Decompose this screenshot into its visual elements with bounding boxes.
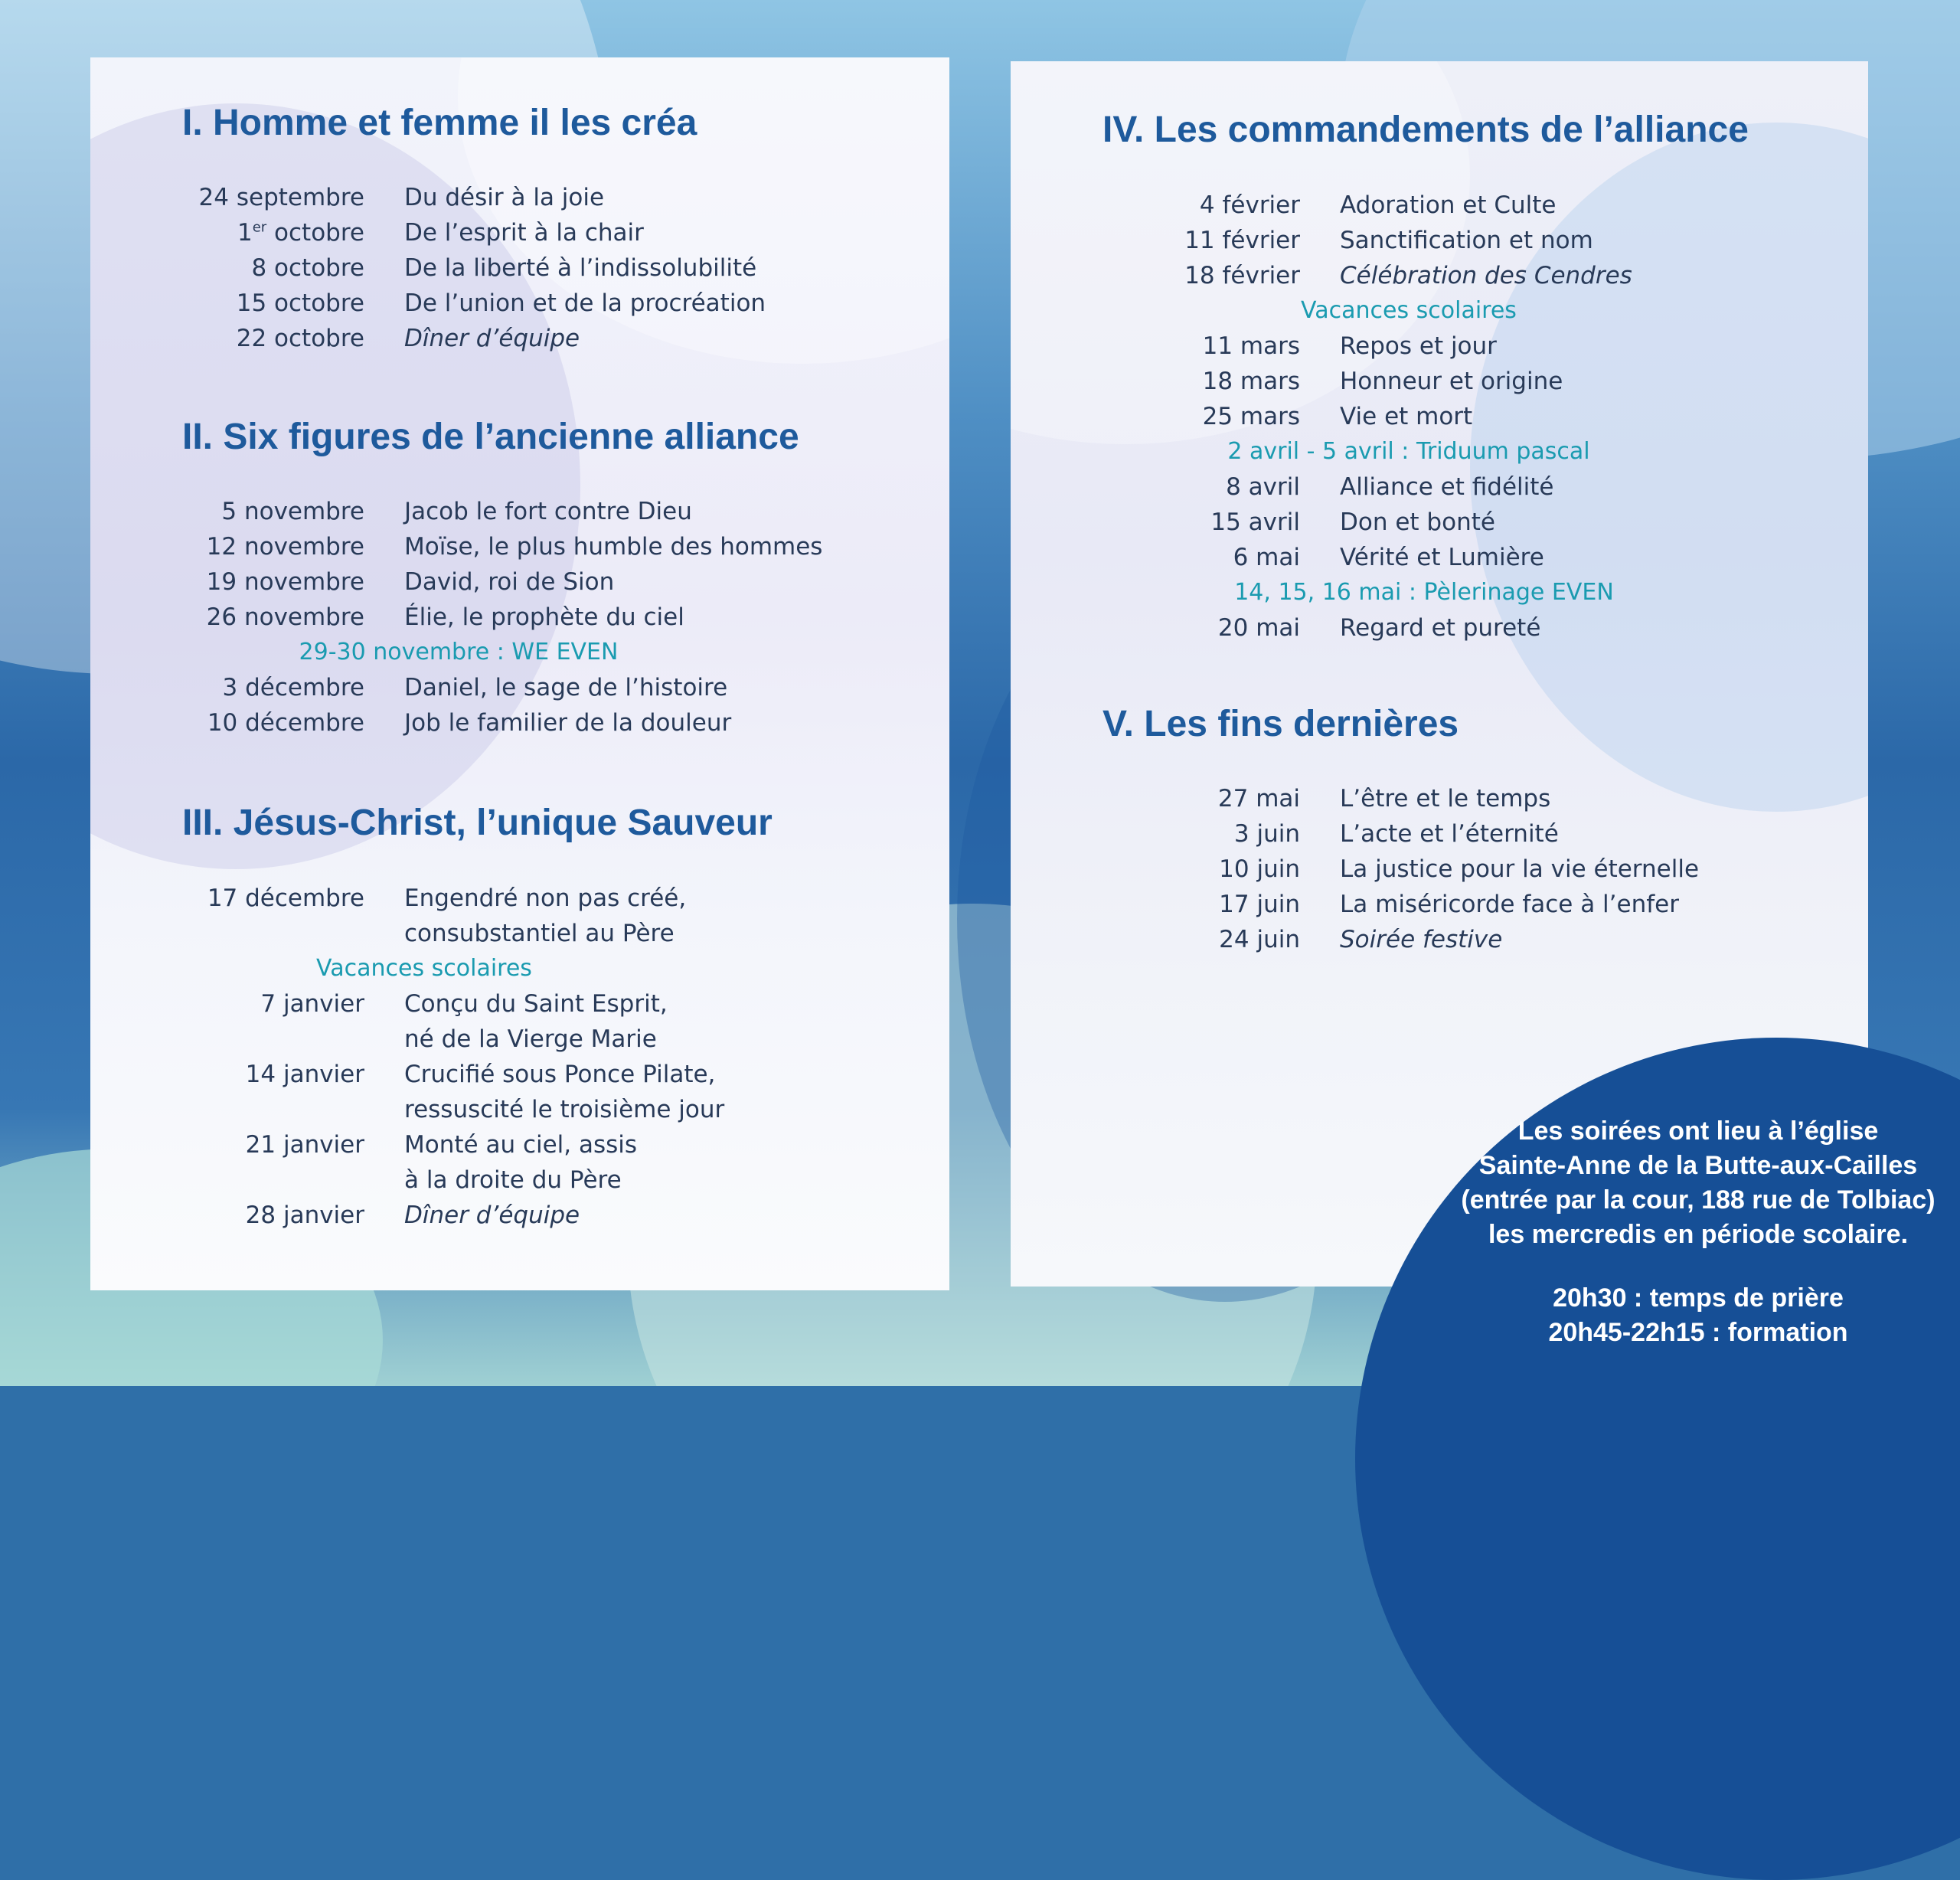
date: 20 mai (1217, 614, 1300, 642)
topic: Job le familier de la douleur (404, 709, 732, 737)
schedule-note: 14, 15, 16 mai : Pèlerinage EVEN (1234, 579, 1614, 606)
schedule-note: Vacances scolaires (1301, 297, 1517, 324)
venue-line: Les soirées ont lieu à l’église (1517, 1117, 1879, 1146)
date: 8 octobre (251, 254, 364, 282)
time-line: 20h45-22h15 : formation (1548, 1318, 1848, 1347)
schedule-row (90, 705, 949, 741)
date: 15 avril (1210, 508, 1300, 536)
date: 3 décembre (222, 674, 364, 701)
time-line: 20h30 : temps de prière (1553, 1283, 1844, 1313)
date: 28 janvier (245, 1202, 364, 1229)
venue-line: Sainte-Anne de la Butte-aux-Cailles (1478, 1151, 1918, 1180)
date-day: 1 (237, 219, 253, 247)
topic: Élie, le prophète du ciel (404, 603, 684, 631)
date: 18 mars (1202, 368, 1300, 395)
date: 21 janvier (245, 1131, 364, 1159)
schedule-row (90, 494, 949, 529)
spacer (1430, 1252, 1960, 1281)
section-title: I. Homme et femme il les créa (182, 103, 697, 143)
topic: Célébration des Cendres (1340, 262, 1632, 289)
topic: Moïse, le plus humble des hommes (404, 533, 823, 561)
date: 14 janvier (245, 1061, 364, 1088)
topic: Sanctification et nom (1340, 227, 1593, 254)
schedule-row (90, 881, 949, 951)
schedule-row (1011, 188, 1868, 223)
topic: Vie et mort (1340, 403, 1473, 430)
topic: Alliance et fidélité (1340, 473, 1554, 501)
schedule-row (90, 1127, 949, 1198)
topic: L’acte et l’éternité (1340, 820, 1559, 848)
schedule-section-3 (90, 881, 949, 1233)
schedule-row (90, 215, 949, 250)
topic: Regard et pureté (1340, 614, 1541, 642)
section-title: III. Jésus-Christ, l’unique Sauveur (182, 803, 773, 843)
date: 5 novembre (221, 498, 364, 525)
topic: Adoration et Culte (1340, 191, 1557, 219)
schedule-row (1011, 329, 1868, 364)
schedule-section-4 (1011, 188, 1868, 646)
venue-line: les mercredis en période scolaire. (1488, 1220, 1909, 1249)
schedule-row (1011, 922, 1868, 957)
date-ordinal: er (252, 219, 267, 236)
schedule-row (90, 670, 949, 705)
topic: De l’esprit à la chair (404, 219, 644, 247)
section-title: V. Les fins dernières (1102, 704, 1459, 744)
date: 6 mai (1233, 544, 1300, 571)
schedule-section-1 (90, 180, 949, 356)
schedule-row (1011, 887, 1868, 922)
topic: Repos et jour (1340, 332, 1497, 360)
topic: David, roi de Sion (404, 568, 615, 596)
topic: Honneur et origine (1340, 368, 1563, 395)
date: 26 novembre (206, 603, 364, 631)
schedule-row (90, 180, 949, 215)
schedule-row (1011, 223, 1868, 258)
section-title: IV. Les commandements de l’alliance (1102, 110, 1749, 150)
topic: L’être et le temps (1340, 785, 1551, 812)
topic: Daniel, le sage de l’histoire (404, 674, 728, 701)
topic: Vérité et Lumière (1340, 544, 1544, 571)
date: 18 février (1184, 262, 1300, 289)
topic: Engendré non pas créé, consubstantiel au Père (404, 884, 687, 947)
topic: De l’union et de la procréation (404, 289, 766, 317)
date: 24 septembre (198, 184, 364, 211)
schedule-row (90, 1057, 949, 1127)
date-month: octobre (266, 219, 364, 247)
date (90, 215, 404, 250)
date: 15 octobre (236, 289, 364, 317)
schedule-row (1011, 399, 1868, 434)
topic: La justice pour la vie éternelle (1340, 855, 1700, 883)
schedule-row (90, 1198, 949, 1233)
schedule-row (1011, 258, 1868, 293)
date: 22 octobre (236, 325, 364, 352)
topic: Conçu du Saint Esprit, né de la Vierge Marie (404, 990, 668, 1053)
schedule-row (90, 321, 949, 356)
date: 25 mars (1202, 403, 1300, 430)
topic: Jacob le fort contre Dieu (404, 498, 692, 525)
schedule-row (90, 250, 949, 286)
date: 10 juin (1219, 855, 1300, 883)
date: 19 novembre (206, 568, 364, 596)
date: 17 juin (1219, 891, 1300, 918)
topic: Monté au ciel, assis à la droite du Père (404, 1131, 638, 1194)
topic: La miséricorde face à l’enfer (1340, 891, 1679, 918)
schedule-section-5 (1011, 781, 1868, 957)
schedule-row (1011, 364, 1868, 399)
topic: Don et bonté (1340, 508, 1495, 536)
date: 24 juin (1219, 926, 1300, 953)
schedule-row (1011, 540, 1868, 575)
topic: Soirée festive (1340, 926, 1503, 953)
topic: Du désir à la joie (404, 184, 605, 211)
topic: Dîner d’équipe (404, 1202, 580, 1229)
section-title: II. Six figures de l’ancienne alliance (182, 417, 799, 457)
topic: De la liberté à l’indissolubilité (404, 254, 757, 282)
date: 11 mars (1202, 332, 1300, 360)
schedule-note: Vacances scolaires (316, 955, 532, 982)
topic: Crucifié sous Ponce Pilate, ressuscité le troisième jour (404, 1061, 725, 1123)
venue-line: (entrée par la cour, 188 rue de Tolbiac) (1461, 1185, 1936, 1215)
date: 17 décembre (207, 884, 364, 912)
schedule-row (1011, 505, 1868, 540)
schedule-row (1011, 469, 1868, 505)
schedule-row (90, 600, 949, 635)
date: 12 novembre (206, 533, 364, 561)
schedule-row (90, 286, 949, 321)
date: 7 janvier (260, 990, 364, 1018)
topic: Dîner d’équipe (404, 325, 580, 352)
schedule-row (1011, 852, 1868, 887)
schedule-note: 29-30 novembre : WE EVEN (299, 639, 619, 665)
schedule-row (1011, 610, 1868, 646)
left-page (90, 57, 949, 1290)
date: 8 avril (1226, 473, 1300, 501)
schedule-section-2 (90, 494, 949, 741)
date: 3 juin (1233, 820, 1300, 848)
date: 4 février (1199, 191, 1300, 219)
schedule-row (1011, 816, 1868, 852)
schedule-row (90, 529, 949, 564)
venue-info (1430, 1114, 1960, 1350)
schedule-row (90, 564, 949, 600)
date: 27 mai (1217, 785, 1300, 812)
schedule-row (1011, 781, 1868, 816)
schedule-row (90, 986, 949, 1057)
date: 11 février (1184, 227, 1300, 254)
date: 10 décembre (207, 709, 364, 737)
schedule-note: 2 avril - 5 avril : Triduum pascal (1227, 438, 1590, 465)
